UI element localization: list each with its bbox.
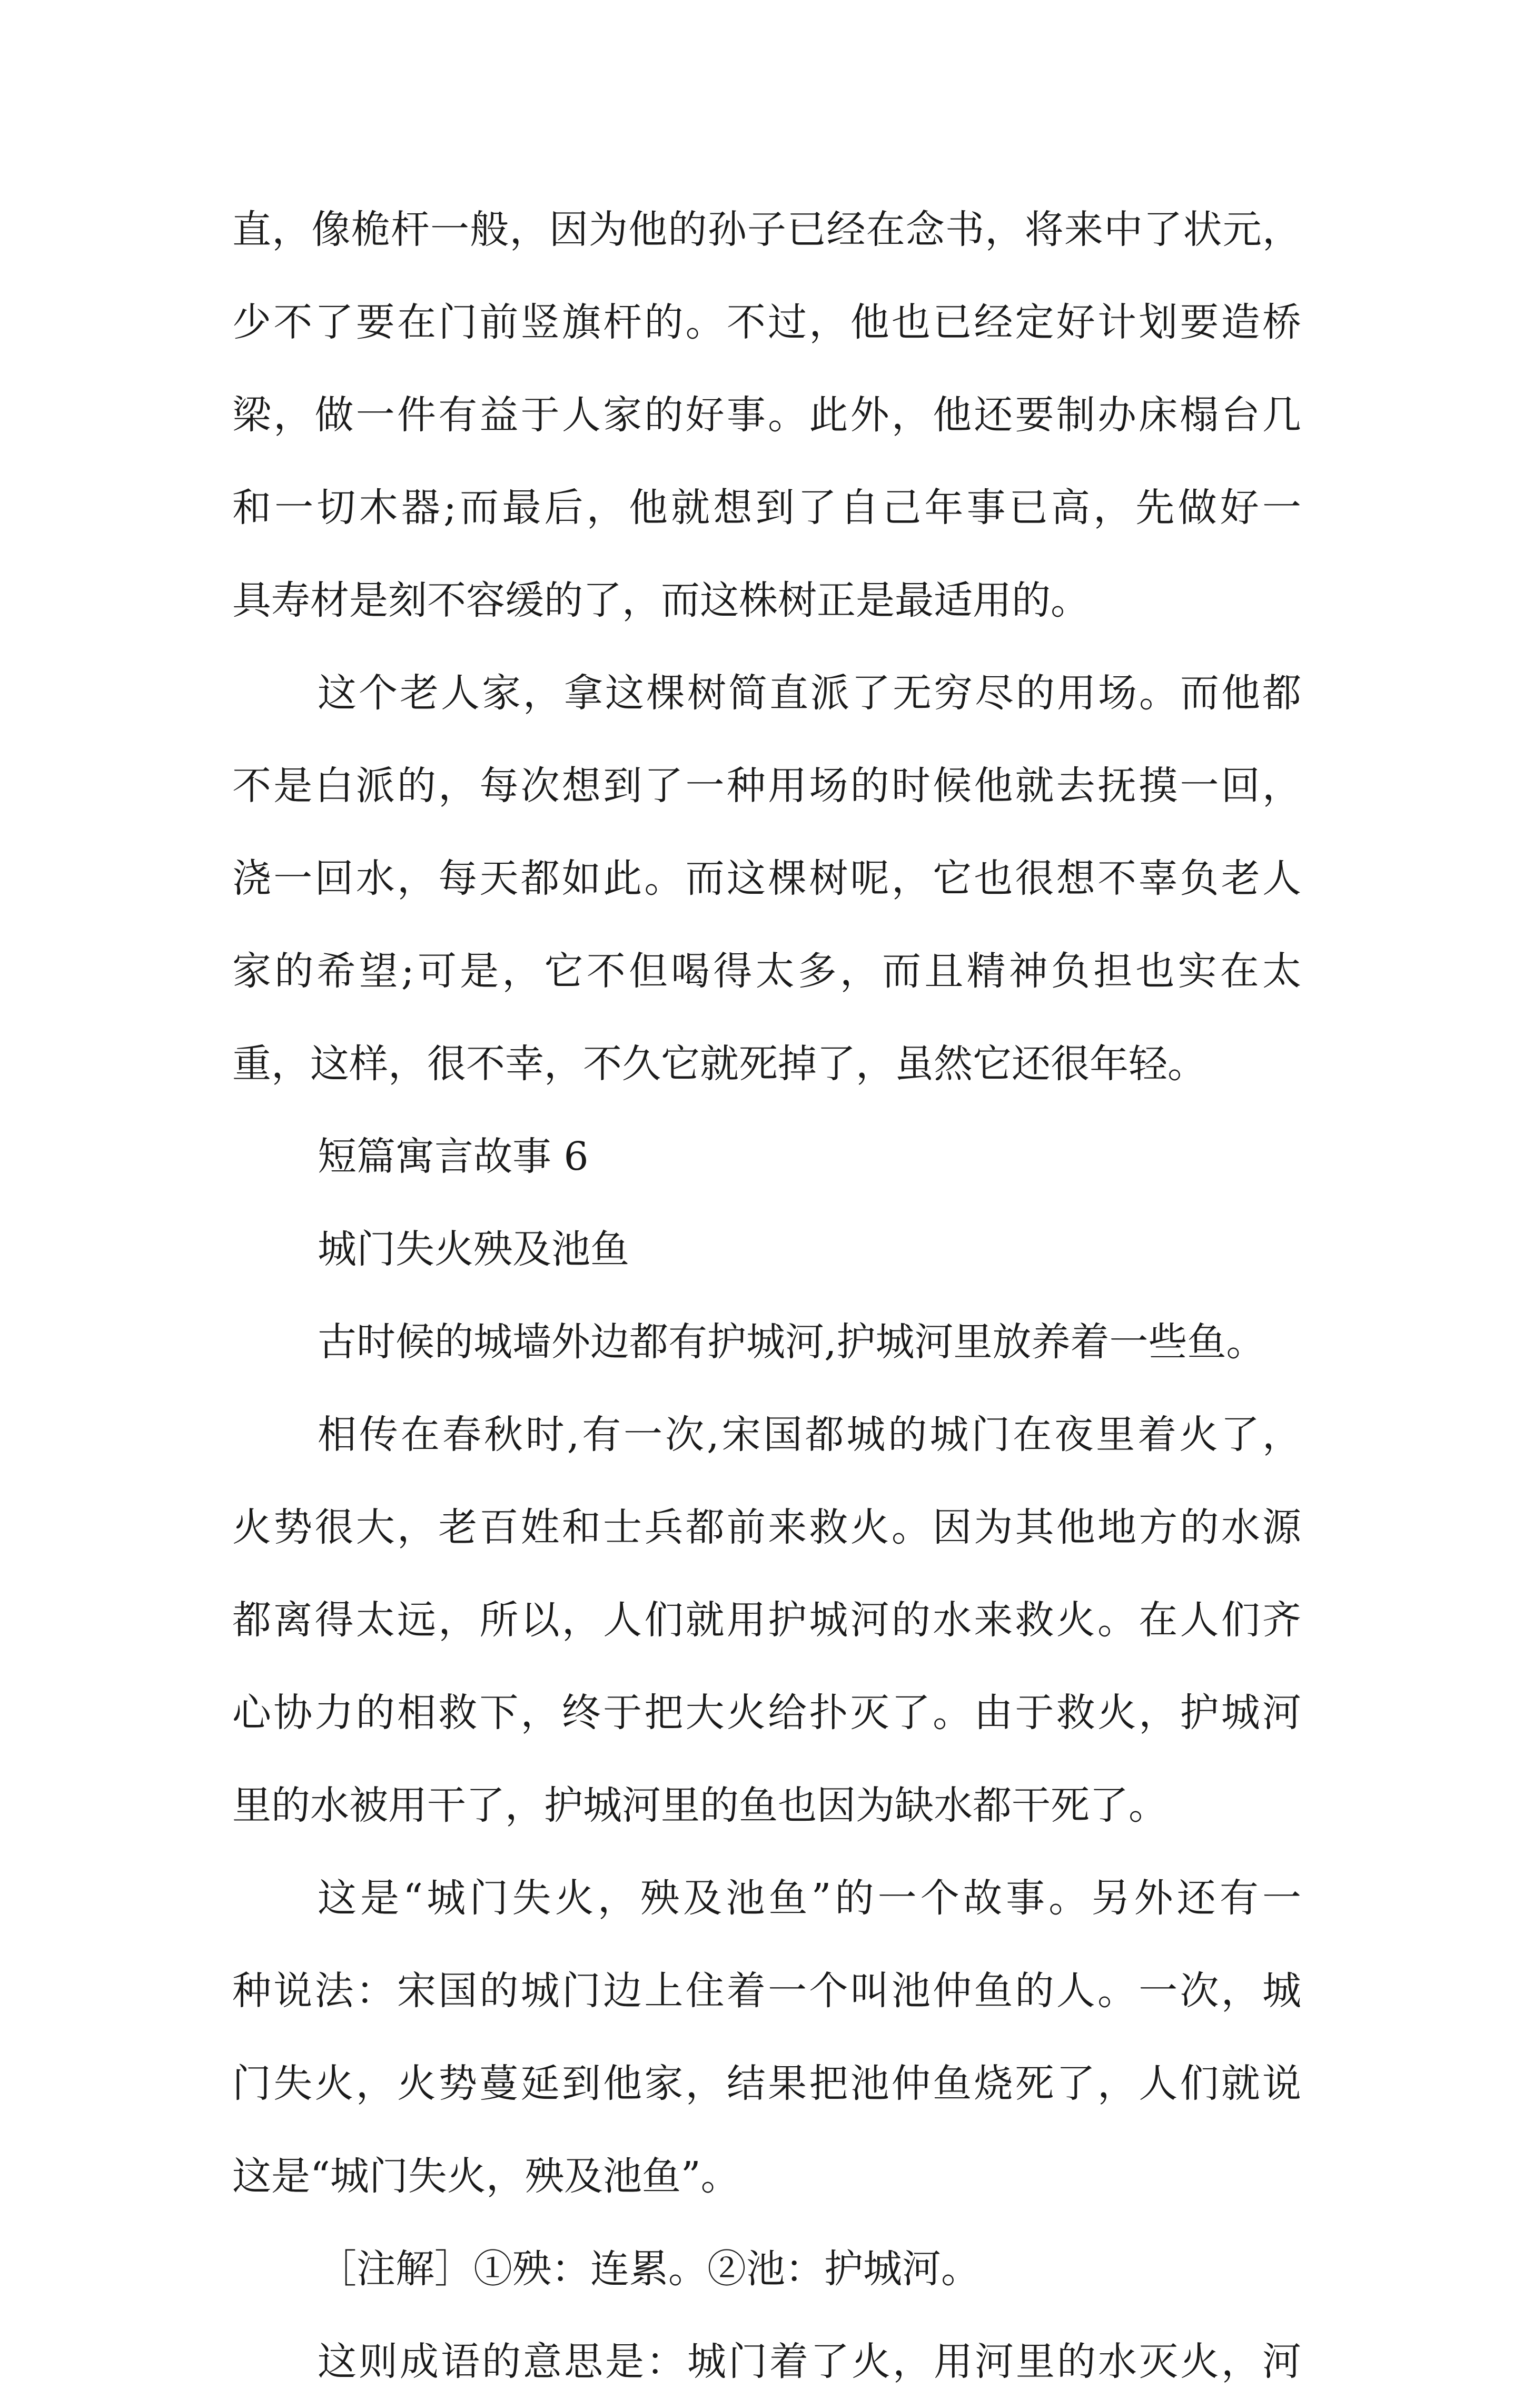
text-line: 少不了要在门前竖旗杆的。不过，他也已经定好计划要造桥 <box>232 300 1301 345</box>
text-line: 重，这样，很不幸，不久它就死掉了，虽然它还很年轻。 <box>232 1041 1206 1087</box>
text-line: 种说法：宋国的城门边上住着一个叫池仲鱼的人。一次，城 <box>232 1968 1301 2014</box>
annotation-line: ［注解］①殃：连累。②池：护城河。 <box>318 2246 980 2292</box>
text-line: 不是白派的，每次想到了一种用场的时候他就去抚摸一回， <box>232 763 1301 808</box>
text-line: 这是“城门失火，殃及池鱼”的一个故事。另外还有一 <box>318 1876 1301 1921</box>
section-heading: 短篇寓言故事 6 <box>318 1134 589 1179</box>
story-title: 城门失火殃及池鱼 <box>318 1227 629 1272</box>
text-line: 家的希望;可是，它不但喝得太多，而且精神负担也实在太 <box>232 949 1301 994</box>
text-line: 浇一回水，每天都如此。而这棵树呢，它也很想不辜负老人 <box>232 856 1301 901</box>
body-text <box>232 183 1301 2408</box>
text-line: 梁，做一件有益于人家的好事。此外，他还要制办床榻台几 <box>232 392 1301 438</box>
text-line: 心协力的相救下，终于把大火给扑灭了。由于救火，护城河 <box>232 1690 1301 1735</box>
text-line: 相传在春秋时,有一次,宋国都城的城门在夜里着火了， <box>318 1412 1301 1457</box>
text-line: 火势很大，老百姓和士兵都前来救火。因为其他地方的水源 <box>232 1505 1301 1550</box>
text-line: 这则成语的意思是：城门着了火，用河里的水灭火，河 <box>318 2339 1301 2384</box>
text-line: 都离得太远，所以，人们就用护城河的水来救火。在人们齐 <box>232 1597 1301 1643</box>
text-line: 直，像桅杆一般，因为他的孙子已经在念书，将来中了状元， <box>232 207 1301 252</box>
text-line: 这是“城门失火，殃及池鱼”。 <box>232 2154 740 2199</box>
text-line: 古时候的城墙外边都有护城河,护城河里放养着一些鱼。 <box>318 1319 1265 1365</box>
text-line: 门失火，火势蔓延到他家，结果把池仲鱼烧死了，人们就说 <box>232 2061 1301 2106</box>
text-line: 和一切木器;而最后，他就想到了自己年事已高，先做好一 <box>232 485 1301 530</box>
text-line: 这个老人家，拿这棵树简直派了无穷尽的用场。而他都 <box>318 670 1301 716</box>
text-line: 里的水被用干了，护城河里的鱼也因为缺水都干死了。 <box>232 1783 1167 1828</box>
text-line: 具寿材是刻不容缓的了，而这株树正是最适用的。 <box>232 578 1090 623</box>
